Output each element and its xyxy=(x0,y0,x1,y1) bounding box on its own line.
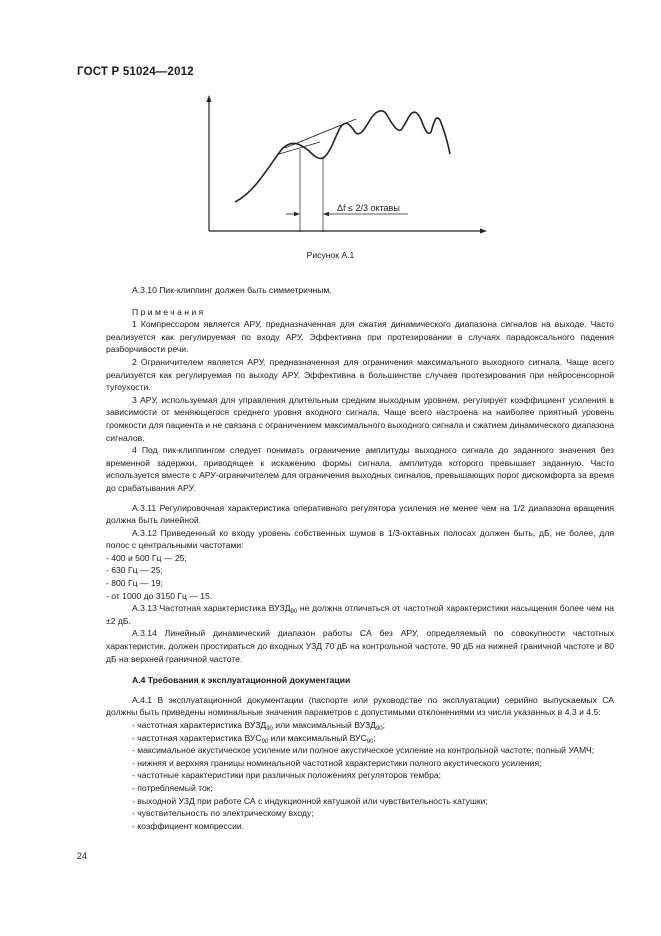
notes-title: Примечания xyxy=(132,306,206,317)
list-item: - частотные характеристики при различных положениях регуляторов тембра; xyxy=(132,770,442,781)
note-2: 2 Ограничителем является АРУ, предназначенная для ограничения максимального выходного сигнала. Чаще всего реализуется как регулируемая по выходу АРУ. Эффективна в большинстве случаев протезирования при нейросенсорной тугоухости. xyxy=(106,356,614,393)
page-number: 24 xyxy=(77,851,88,861)
figure-caption: Рисунок А.1 xyxy=(306,250,355,260)
list-item: - частотная характеристика $ВУЗД_{90}$ или максимальный $ВУЗД_{90}$; xyxy=(132,720,386,732)
list-item: - 630 Гц — 25; xyxy=(106,565,163,576)
clause-a3-13: А.3.13 Частотная характеристика $ВУЗД_{90}$ не должна отличаться от частотной характеристики насыщения более чем на ±2 дБ. xyxy=(106,603,614,626)
response-curve-diagram xyxy=(200,92,500,242)
list-item: - 400 и 500 Гц — 25; xyxy=(106,552,187,563)
list-item: - выходной УЗД при работе СА с индукционной катушкой или чувствительность катушки; xyxy=(132,795,488,806)
clause-a3-11: А.3.11 Регулировочная характеристика оперативного регулятора усиления не менее чем на 1/2 диапазона вращения должна быть линейной. xyxy=(106,502,614,526)
list-item: - частотная характеристика $ВУС_{90}$ или максимальный $ВУС_{90}$; xyxy=(132,732,376,745)
clause-a3-14: А.3.14 Линейный динамический диапазон работы СА без АРУ, определяемый по совокупности частотных характеристик, должен простираться до входных УЗД 70 дБ на контрольной частоте, 90 дБ на нижней граничной частоте и 80 дБ на верхней граничной частоте. xyxy=(106,628,614,664)
section-a4-heading: А.4 Требования к эксплуатационной документации xyxy=(132,675,351,686)
list-item: - потребляемый ток; xyxy=(132,782,213,793)
body-text xyxy=(106,284,614,832)
list-item: - коэффициент компрессии. xyxy=(132,820,245,831)
tangent-line-right xyxy=(285,119,356,148)
delta-f-label: Δf ≤ 2/3 октавы xyxy=(337,203,400,213)
y-axis-arrow xyxy=(207,95,212,102)
list-item: - максимальное акустическое усиление или полное акустическое усиление на контрольной частоте; полный УАМЧ; xyxy=(132,745,595,756)
document-header: ГОСТ Р 51024—2012 xyxy=(77,66,194,78)
list-item: - 800 Гц — 19; xyxy=(106,578,163,589)
clause-a3-10: А.3.10 Пик-клиппинг должен быть симметричным. xyxy=(132,285,332,295)
list-item: - чувствительность по электрическому входу; xyxy=(132,808,314,819)
note-3: 3 АРУ, используемая для управления длительным средним выходным уровнем, регулирует коэффициент усиления в зависимости от меняющегося среднего уровня входного сигнала. Чаще всего настроена на наиболее приятный уровень громкости для пациента и не связана с ограничением максимального выходного сигнала и сжатием динамического диапазона сигналов. xyxy=(106,394,614,443)
list-item: - от 1000 до 3150 Гц — 15. xyxy=(106,590,213,601)
note-1: 1 Компрессором является АРУ, предназначенная для сжатия динамического диапазона сигналов на выходе. Часто реализуется как регулируемая по входу АРУ. Эффективна при протезировании в случаях парадоксального падения разборчивости речи. xyxy=(106,319,614,355)
clause-a4-1: А.4.1 В эксплуатационной документации (паспорте или руководстве по эксплуатации) серийно выпускаемых СА должны быть приведены номинальные значения параметров с допустимыми отклонениями из числа указанных в 4.3 и 4.5: xyxy=(106,694,614,718)
x-axis-arrow xyxy=(480,229,487,234)
clause-a3-12: А.3.12 Приведенный ко входу уровень собственных шумов в 1/3-октавных полосах должен быть, дБ, не более, для полос с центральными частотами: xyxy=(106,527,614,551)
figure-a1 xyxy=(200,92,500,242)
note-4: 4 Под пик-клиппингом следует понимать ограничение амплитуды выходного сигнала до заданного значения без временной задержки, приводящее к искажению формы сигнала, амплитуда которого превышает заданную. Часто используется вместе с АРУ-ограничителем для ограничения выходных сигналов, превышающих порог дискомфорта за время до срабатывания АРУ. xyxy=(106,445,614,493)
list-item: - нижняя и верхняя границы номинальной частотной характеристики полного акустического усиления; xyxy=(132,757,542,768)
